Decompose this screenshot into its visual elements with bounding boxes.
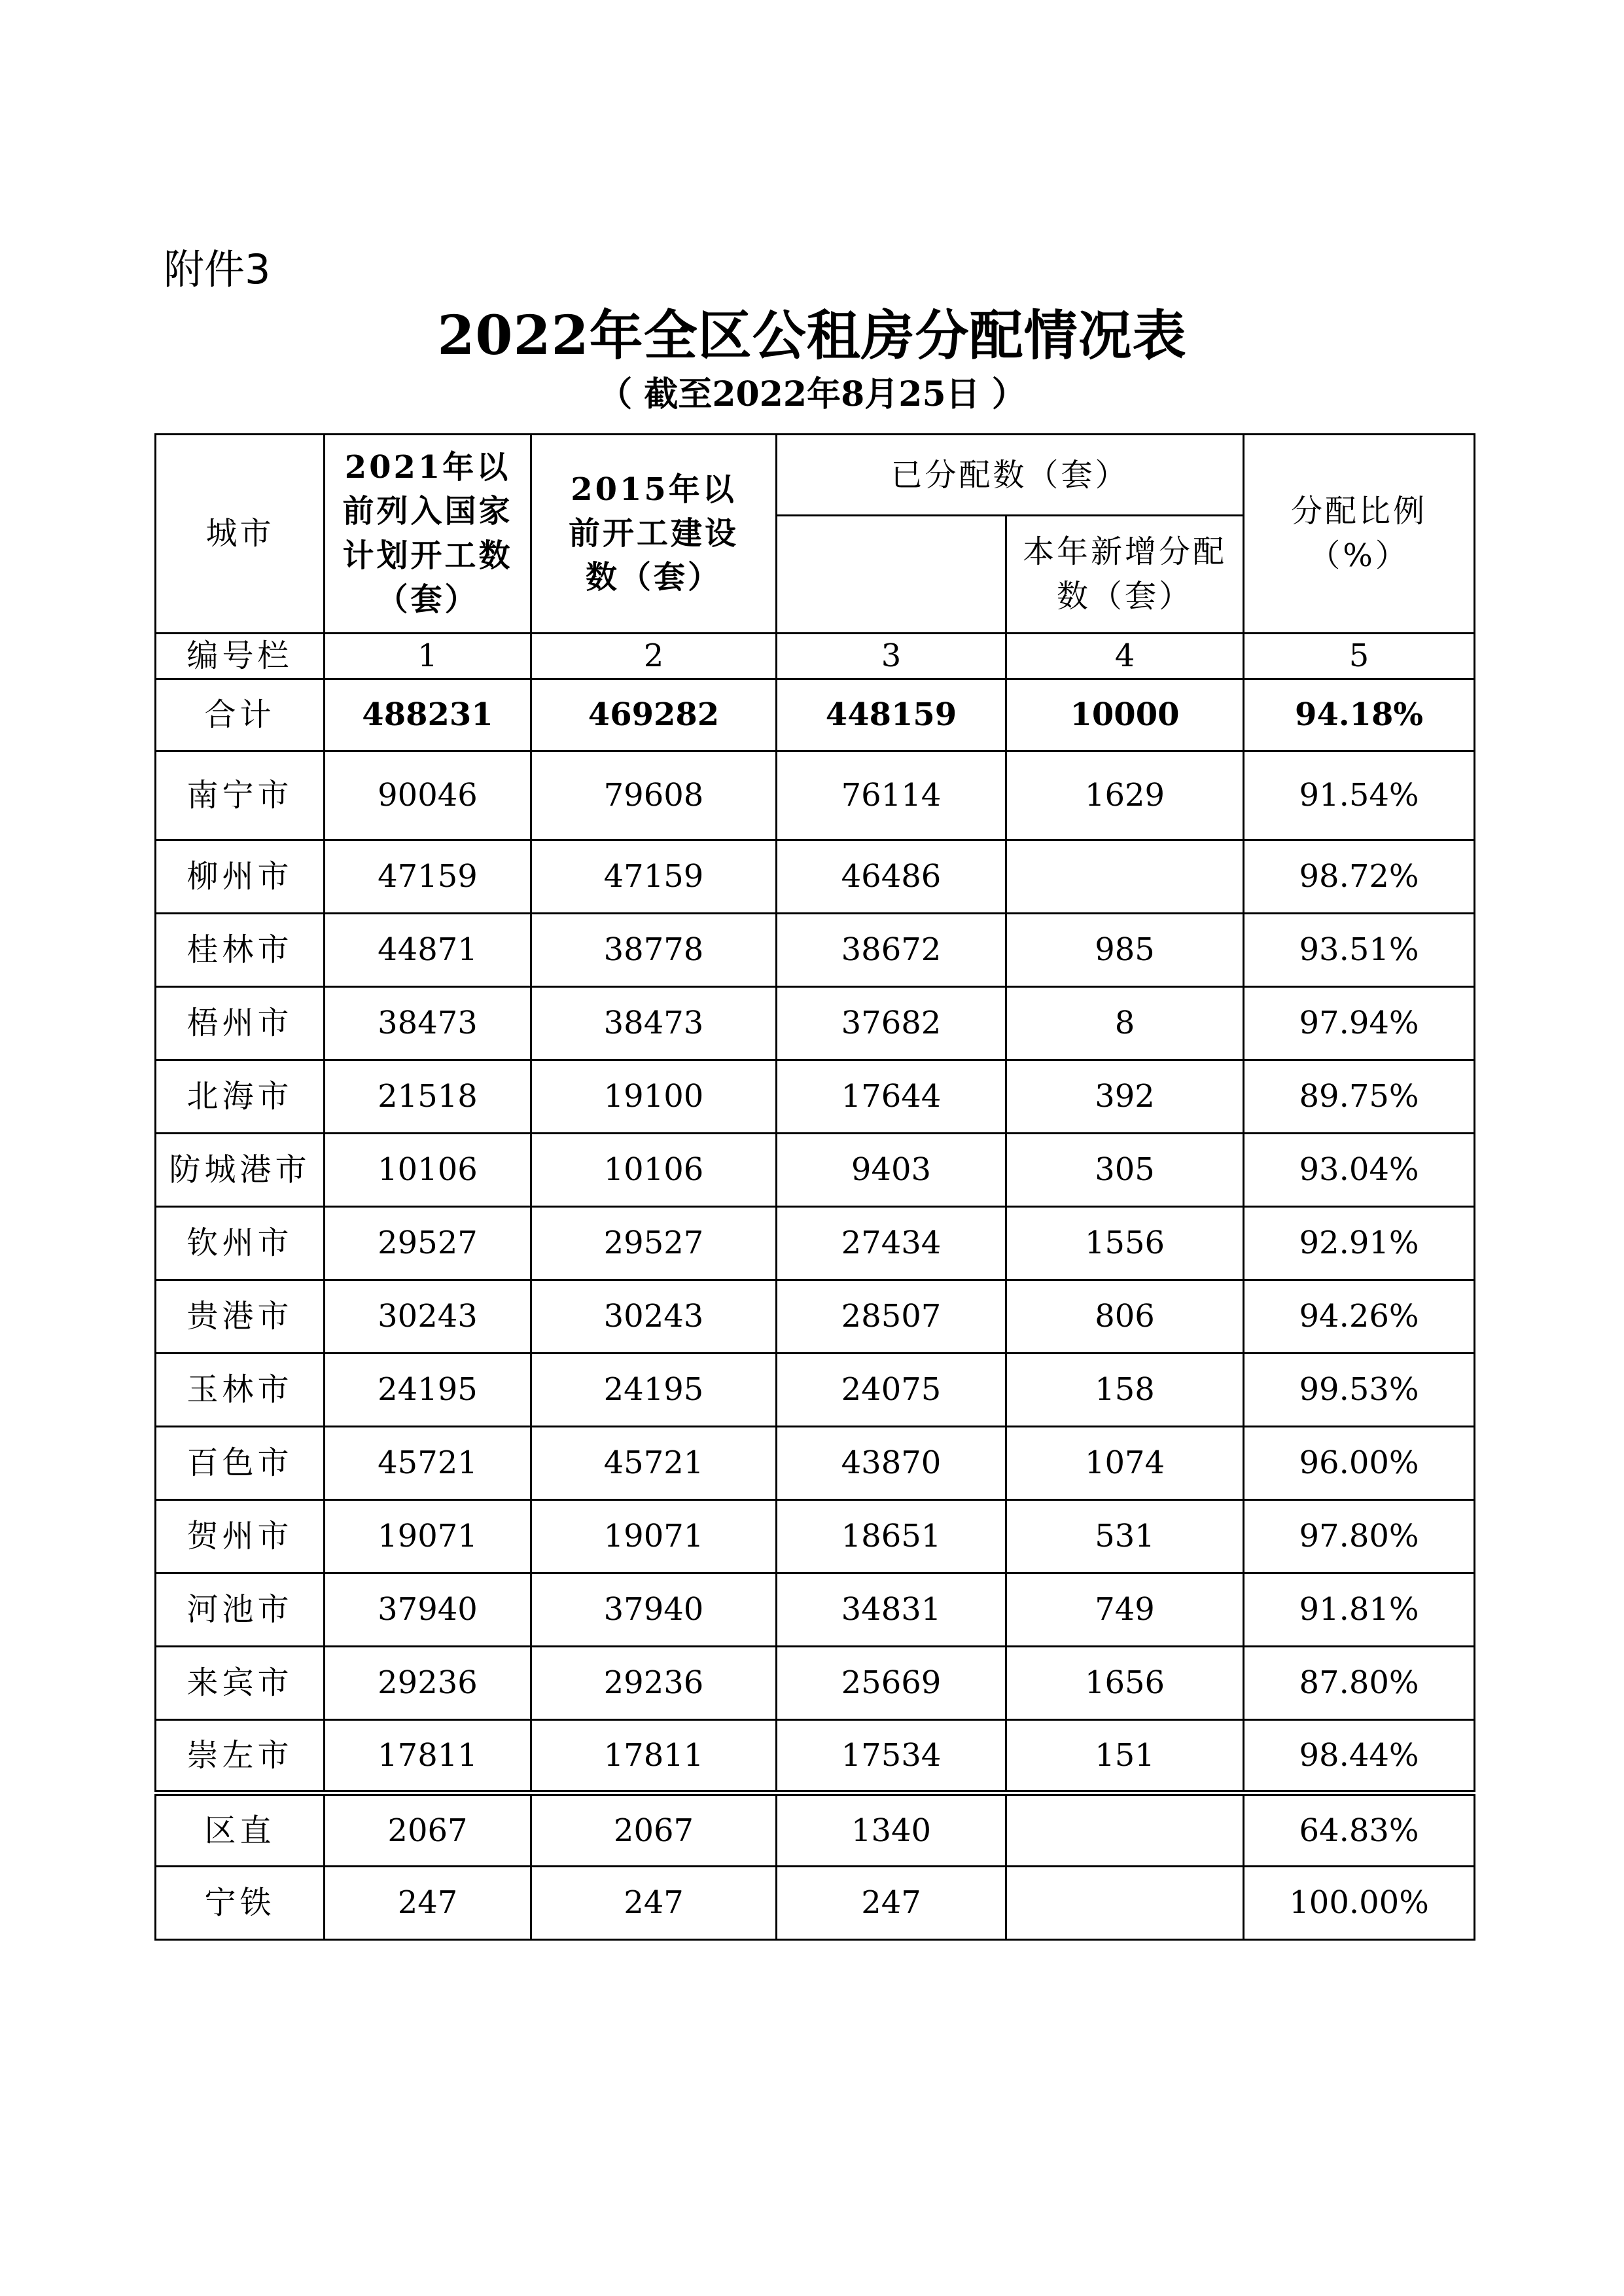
table-row — [156, 1867, 1475, 1940]
city-name-cell: 桂林市 — [156, 914, 325, 987]
value-cell-c4 — [1006, 1867, 1244, 1940]
value-cell-c1: 17811 — [325, 1720, 531, 1793]
value-cell-c5: 92.91% — [1244, 1207, 1475, 1280]
value-cell-c3: 28507 — [777, 1280, 1006, 1354]
city-name-cell: 玉林市 — [156, 1354, 325, 1427]
value-cell-c4: 1656 — [1006, 1647, 1244, 1720]
value-cell-c2: 38473 — [531, 987, 777, 1060]
value-cell-c3: 17534 — [777, 1720, 1006, 1793]
value-cell-c1: 21518 — [325, 1060, 531, 1134]
table-row — [156, 1354, 1475, 1427]
value-cell-c2: 10106 — [531, 1134, 777, 1207]
attachment-label: 附件3 — [164, 245, 271, 293]
value-cell-c4: 305 — [1006, 1134, 1244, 1207]
total-c5: 94.18% — [1244, 679, 1475, 751]
city-name-cell: 梧州市 — [156, 987, 325, 1060]
table-row — [156, 840, 1475, 914]
value-cell-c2: 79608 — [531, 751, 777, 840]
total-c4: 10000 — [1006, 679, 1244, 751]
header-city: 城市 — [156, 435, 325, 634]
index-4: 4 — [1006, 634, 1244, 679]
value-cell-c1: 247 — [325, 1867, 531, 1940]
value-cell-c5: 94.26% — [1244, 1280, 1475, 1354]
value-cell-c1: 2067 — [325, 1793, 531, 1867]
value-cell-c3: 38672 — [777, 914, 1006, 987]
table-row — [156, 1280, 1475, 1354]
value-cell-c1: 38473 — [325, 987, 531, 1060]
value-cell-c2: 19100 — [531, 1060, 777, 1134]
value-cell-c3: 247 — [777, 1867, 1006, 1940]
value-cell-c5: 64.83% — [1244, 1793, 1475, 1867]
table-row — [156, 914, 1475, 987]
header-allocated: 已分配数（套） — [777, 435, 1244, 516]
value-cell-c5: 93.04% — [1244, 1134, 1475, 1207]
value-cell-c5: 89.75% — [1244, 1060, 1475, 1134]
value-cell-c2: 19071 — [531, 1500, 777, 1573]
value-cell-c1: 29236 — [325, 1647, 531, 1720]
value-cell-c1: 30243 — [325, 1280, 531, 1354]
value-cell-c5: 93.51% — [1244, 914, 1475, 987]
city-name-cell: 南宁市 — [156, 751, 325, 840]
value-cell-c4: 151 — [1006, 1720, 1244, 1793]
value-cell-c2: 29527 — [531, 1207, 777, 1280]
city-name-cell: 区直 — [156, 1793, 325, 1867]
header-construction-started: 2015年以前开工建设数（套） — [531, 435, 777, 634]
value-cell-c1: 47159 — [325, 840, 531, 914]
table-row — [156, 1720, 1475, 1793]
total-label: 合计 — [156, 679, 325, 751]
value-cell-c2: 47159 — [531, 840, 777, 914]
value-cell-c2: 37940 — [531, 1573, 777, 1647]
total-c1: 488231 — [325, 679, 531, 751]
value-cell-c2: 247 — [531, 1867, 777, 1940]
value-cell-c3: 37682 — [777, 987, 1006, 1060]
value-cell-c5: 97.80% — [1244, 1500, 1475, 1573]
value-cell-c4: 158 — [1006, 1354, 1244, 1427]
table-row — [156, 1500, 1475, 1573]
value-cell-c5: 97.94% — [1244, 987, 1475, 1060]
city-name-cell: 北海市 — [156, 1060, 325, 1134]
index-3: 3 — [777, 634, 1006, 679]
value-cell-c3: 76114 — [777, 751, 1006, 840]
table-row — [156, 1647, 1475, 1720]
value-cell-c4 — [1006, 1793, 1244, 1867]
value-cell-c5: 87.80% — [1244, 1647, 1475, 1720]
value-cell-c5: 100.00% — [1244, 1867, 1475, 1940]
value-cell-c5: 98.72% — [1244, 840, 1475, 914]
value-cell-c5: 91.81% — [1244, 1573, 1475, 1647]
city-name-cell: 钦州市 — [156, 1207, 325, 1280]
value-cell-c4: 1556 — [1006, 1207, 1244, 1280]
value-cell-c1: 29527 — [325, 1207, 531, 1280]
value-cell-c1: 10106 — [325, 1134, 531, 1207]
table-row — [156, 987, 1475, 1060]
value-cell-c1: 90046 — [325, 751, 531, 840]
city-name-cell: 河池市 — [156, 1573, 325, 1647]
index-5: 5 — [1244, 634, 1475, 679]
value-cell-c3: 46486 — [777, 840, 1006, 914]
value-cell-c2: 45721 — [531, 1427, 777, 1500]
value-cell-c4: 985 — [1006, 914, 1244, 987]
value-cell-c1: 24195 — [325, 1354, 531, 1427]
index-1: 1 — [325, 634, 531, 679]
value-cell-c3: 17644 — [777, 1060, 1006, 1134]
value-cell-c3: 1340 — [777, 1793, 1006, 1867]
value-cell-c5: 98.44% — [1244, 1720, 1475, 1793]
value-cell-c5: 91.54% — [1244, 751, 1475, 840]
city-name-cell: 宁铁 — [156, 1867, 325, 1940]
value-cell-c2: 2067 — [531, 1793, 777, 1867]
value-cell-c2: 38778 — [531, 914, 777, 987]
value-cell-c4: 806 — [1006, 1280, 1244, 1354]
value-cell-c2: 17811 — [531, 1720, 777, 1793]
table-row — [156, 1427, 1475, 1500]
table-body — [156, 435, 1475, 1940]
city-name-cell: 百色市 — [156, 1427, 325, 1500]
value-cell-c3: 43870 — [777, 1427, 1006, 1500]
index-2: 2 — [531, 634, 777, 679]
total-c2: 469282 — [531, 679, 777, 751]
value-cell-c4: 531 — [1006, 1500, 1244, 1573]
table-row — [156, 1793, 1475, 1867]
city-name-cell: 贺州市 — [156, 1500, 325, 1573]
table-row — [156, 1060, 1475, 1134]
table-row — [156, 1134, 1475, 1207]
page-title: 2022年全区公租房分配情况表 — [437, 304, 1187, 367]
value-cell-c3: 25669 — [777, 1647, 1006, 1720]
value-cell-c4: 1074 — [1006, 1427, 1244, 1500]
value-cell-c4: 1629 — [1006, 751, 1244, 840]
table-row — [156, 751, 1475, 840]
value-cell-c4 — [1006, 840, 1244, 914]
value-cell-c1: 37940 — [325, 1573, 531, 1647]
city-name-cell: 来宾市 — [156, 1647, 325, 1720]
header-allocated-blank — [777, 516, 1006, 634]
index-row — [156, 634, 1475, 679]
value-cell-c5: 96.00% — [1244, 1427, 1475, 1500]
value-cell-c4: 749 — [1006, 1573, 1244, 1647]
value-cell-c4: 8 — [1006, 987, 1244, 1060]
value-cell-c1: 19071 — [325, 1500, 531, 1573]
city-name-cell: 贵港市 — [156, 1280, 325, 1354]
value-cell-c2: 29236 — [531, 1647, 777, 1720]
value-cell-c3: 27434 — [777, 1207, 1006, 1280]
value-cell-c5: 99.53% — [1244, 1354, 1475, 1427]
value-cell-c2: 30243 — [531, 1280, 777, 1354]
city-name-cell: 防城港市 — [156, 1134, 325, 1207]
total-c3: 448159 — [777, 679, 1006, 751]
value-cell-c2: 24195 — [531, 1354, 777, 1427]
value-cell-c4: 392 — [1006, 1060, 1244, 1134]
table-row — [156, 1573, 1475, 1647]
city-name-cell: 柳州市 — [156, 840, 325, 914]
total-row — [156, 679, 1475, 751]
value-cell-c3: 34831 — [777, 1573, 1006, 1647]
page-subtitle: （ 截至2022年8月25日 ） — [598, 374, 1026, 414]
header-planned-starts: 2021年以前列入国家计划开工数（套） — [325, 435, 531, 634]
allocation-table — [154, 433, 1475, 1941]
value-cell-c3: 18651 — [777, 1500, 1006, 1573]
value-cell-c3: 9403 — [777, 1134, 1006, 1207]
index-label: 编号栏 — [156, 634, 325, 679]
value-cell-c1: 45721 — [325, 1427, 531, 1500]
city-name-cell: 崇左市 — [156, 1720, 325, 1793]
table-row — [156, 1207, 1475, 1280]
value-cell-c3: 24075 — [777, 1354, 1006, 1427]
header-new-allocations: 本年新增分配数（套） — [1006, 516, 1244, 634]
header-allocation-ratio: 分配比例（%） — [1244, 435, 1475, 634]
value-cell-c1: 44871 — [325, 914, 531, 987]
